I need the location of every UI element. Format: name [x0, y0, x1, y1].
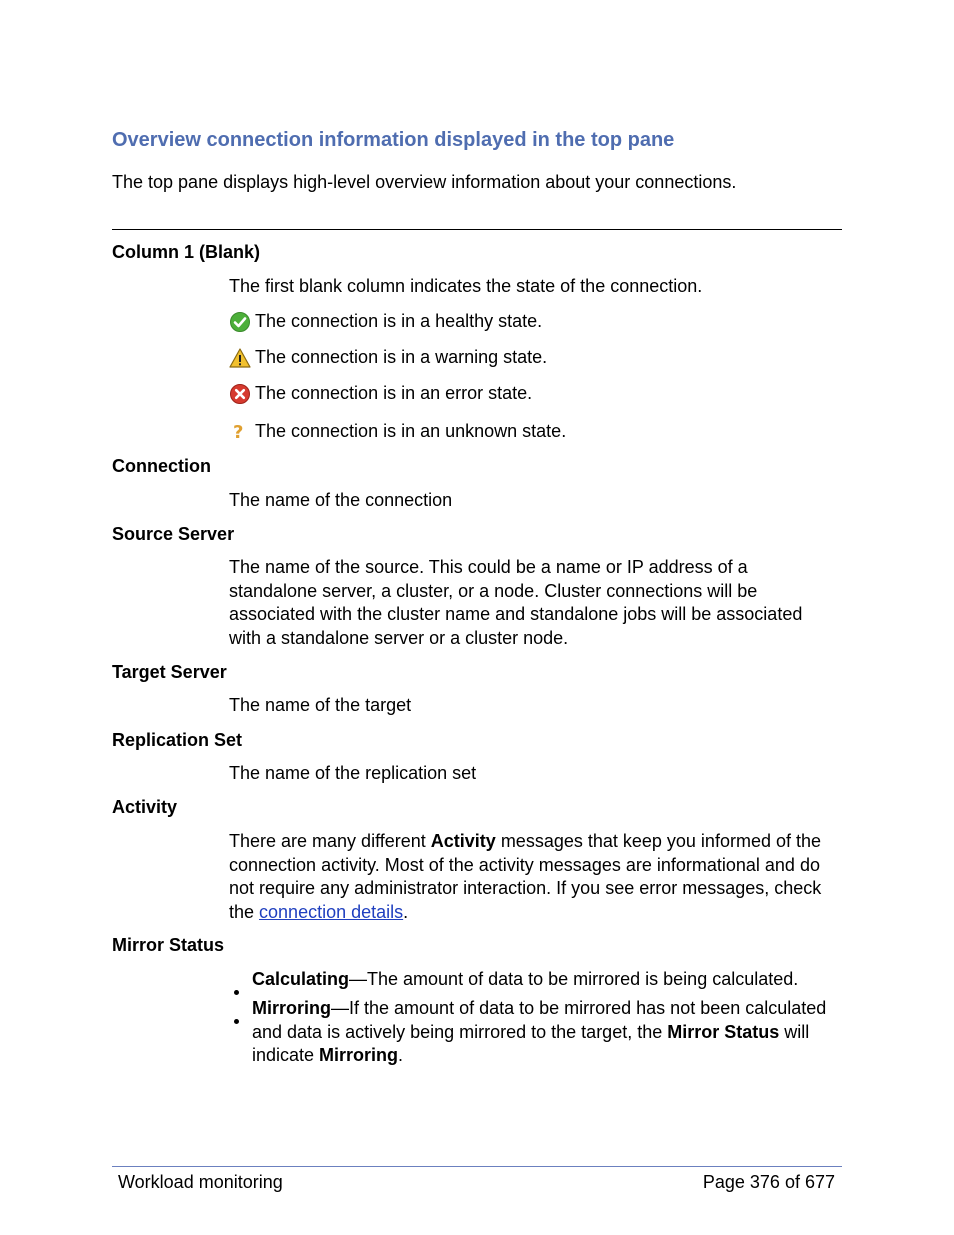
warning-triangle-icon: [229, 347, 251, 369]
state-unknown: [229, 420, 566, 444]
replication-set-description: The name of the replication set: [229, 763, 477, 783]
footer-page-number: Page 376 of 677: [702, 1172, 835, 1192]
activity-line: connection activity. Most of the activity messages are informational and do: [229, 854, 820, 875]
state-unknown-text: The connection is in an unknown state.: [255, 421, 567, 441]
activity-description: [229, 830, 844, 924]
term-replication-set: Replication Set: [112, 730, 243, 750]
footer-divider: [112, 1166, 842, 1167]
source-line: The name of the source. This could be a name or IP address of a: [229, 557, 748, 577]
state-error: [229, 382, 532, 406]
svg-text:?: ?: [233, 421, 244, 443]
term-activity: Activity: [112, 797, 178, 817]
term-connection: Connection: [112, 456, 211, 476]
source-server-description: [229, 556, 844, 650]
bullet-dot: [234, 978, 239, 1002]
source-line: associated with the cluster name and standalone jobs will be associated: [229, 604, 803, 624]
bullet-mirroring: Mirroring—If the amount of data to be mirrored has not been calculated and data is actively being mirrored to the target, the Mirror Status will indicate Mirroring.: [252, 998, 827, 1065]
activity-line: not require any administrator interaction. If you see error messages, check: [229, 878, 822, 898]
term-source-server: Source Server: [112, 524, 235, 544]
state-healthy: [229, 310, 542, 334]
connection-details-link[interactable]: connection details: [259, 901, 404, 922]
term-column-1: Column 1 (Blank): [112, 242, 261, 262]
source-line: with a standalone server or a cluster node.: [229, 627, 569, 648]
term-mirror-status: Mirror Status: [112, 935, 225, 955]
target-server-description: The name of the target: [229, 695, 412, 715]
footer-section-name: Workload monitoring: [118, 1172, 283, 1192]
bullet-dot: [234, 1007, 239, 1031]
divider: [112, 229, 842, 230]
state-warning-text: The connection is in a warning state.: [255, 347, 548, 367]
section-heading: Overview connection information displayed in the top pane: [112, 129, 675, 151]
activity-line: the connection details.: [229, 901, 409, 922]
source-line: standalone server, a cluster, or a node. Cluster connections will be: [229, 580, 758, 601]
term-target-server: Target Server: [112, 662, 227, 682]
activity-line: There are many different Activity messages that keep you informed of the: [229, 831, 821, 851]
bullet-calculating: Calculating—The amount of data to be mirrored is being calculated.: [252, 969, 799, 989]
error-x-icon: [229, 383, 251, 405]
state-warning: [229, 346, 547, 370]
intro-paragraph: The top pane displays high-level overview information about your connections.: [112, 172, 737, 192]
connection-description: The name of the connection: [229, 490, 453, 510]
column-1-description: The first blank column indicates the state of the connection.: [229, 276, 703, 296]
unknown-question-icon: [229, 421, 251, 443]
state-error-text: The connection is in an error state.: [255, 383, 533, 403]
state-healthy-text: The connection is in a healthy state.: [255, 311, 543, 331]
healthy-check-icon: [229, 311, 251, 333]
